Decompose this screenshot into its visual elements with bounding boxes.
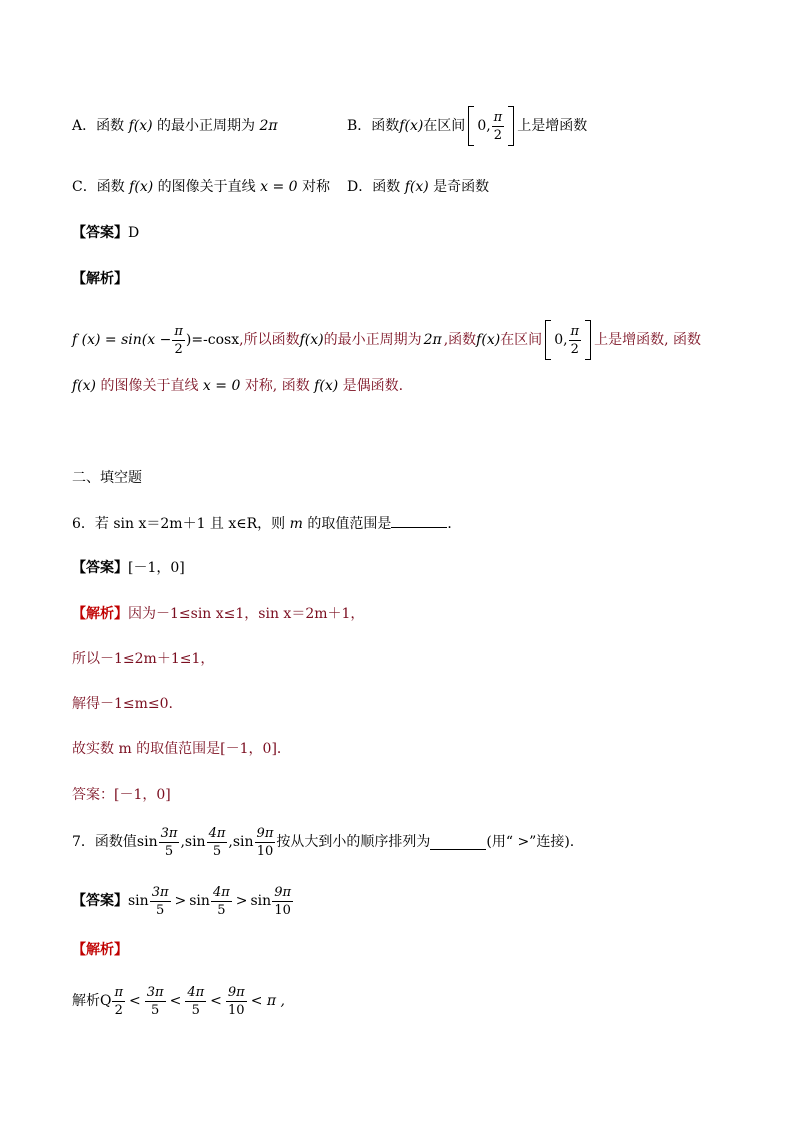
- option-c: [72, 177, 330, 197]
- q6-answer: [72, 558, 185, 578]
- q5-frac-pi2: $\frac{\pi}{2}$: [174, 323, 183, 357]
- option-b-text2: 上是增函数: [517, 118, 588, 134]
- option-c-eq: x = 0: [260, 179, 298, 195]
- q6-blank: [391, 513, 447, 528]
- option-c-text2: 对称: [301, 179, 330, 195]
- q7-a-end: < π ,: [250, 993, 286, 1009]
- q5-interval: 0, $\frac{\pi}{2}$: [545, 320, 591, 360]
- q6-a1: 因为－1≤sin x≤1，sin x＝2m＋1，: [128, 606, 365, 622]
- q6-number: 6．若: [72, 516, 114, 532]
- q7-blank: [430, 835, 486, 850]
- option-b-frac: $\frac{\pi}{2}$: [493, 109, 503, 143]
- q7-sin-3: sin: [232, 834, 254, 850]
- q7-answer-label: 【答案】: [72, 893, 128, 909]
- q6-analysis-5: 答案：[－1，0]: [72, 787, 171, 803]
- q7-analysis: 解析Q $\frac{\pi}{2}$ < $\frac{3\pi}{5}$ < $\frac{4\pi}{5}$ < $\frac{9\pi}{10}$ < π ,: [72, 984, 286, 1018]
- q5-l2-t1: 的图像关于直线: [100, 378, 199, 394]
- q7-a-prefix: 解析Q: [72, 993, 112, 1009]
- q5-period: 2π: [423, 332, 442, 348]
- q7-sin-1: sin: [136, 834, 158, 850]
- option-a-text: 的最小正周期为: [157, 118, 256, 134]
- q5-t5: 上是增函数, 函数: [594, 332, 701, 348]
- q7-tail: (用“ >”连接).: [486, 834, 575, 850]
- q6-answer-label: 【答案】: [72, 560, 128, 576]
- q6-analysis-4: 故实数 m 的取值范围是[－1，0]．: [72, 741, 291, 757]
- q5-l2-fx2: f(x): [314, 378, 339, 394]
- q5-analysis-line2: [72, 376, 403, 396]
- option-a: [72, 116, 278, 136]
- q5-analysis-line1: [72, 318, 701, 362]
- option-b-label: B．函数: [347, 118, 400, 134]
- option-d-label: D．函数: [347, 179, 401, 195]
- q5-t1: ,所以函数: [239, 332, 300, 348]
- q5-l2-t3: 是偶函数.: [342, 378, 404, 394]
- q5-fx-expr: f (x) = sin(x −: [72, 332, 172, 348]
- q7-answer: 【答案】 sin $\frac{3\pi}{5}$ > sin $\frac{4\pi}{5}$ > sin $\frac{9\pi}{10}$: [72, 884, 292, 918]
- q5-t3: ,函数: [443, 332, 477, 348]
- q7-frac-2: $\frac{4\pi}{5}$: [208, 825, 226, 859]
- q7-frac-1: $\frac{3\pi}{5}$: [160, 825, 178, 859]
- q7-frac-3: $\frac{9\pi}{10}$: [256, 825, 274, 859]
- q7-stem: 7．函数值 sin $\frac{3\pi}{5}$ , sin $\frac{4\pi}{5}$ , sin $\frac{9\pi}{10}$ 按从大到小的顺序排列为 (用“ >”连接).: [72, 825, 575, 859]
- option-b-text1: 在区间: [423, 118, 466, 134]
- q6-stem: [72, 513, 461, 534]
- option-b-zero: 0,: [477, 118, 491, 134]
- q6-stem1: sin x＝2m＋1 且 x∈R，则: [113, 516, 290, 532]
- option-a-label: A．函数: [72, 118, 125, 134]
- q5-fx3: f(x): [476, 332, 501, 348]
- q6-analysis-1: [72, 604, 364, 624]
- q5-l2-eq: x = 0: [202, 378, 241, 394]
- q7-analysis-label: 【解析】: [72, 942, 128, 958]
- q5-rest: )=-cosx: [185, 332, 240, 348]
- option-d: [347, 177, 489, 197]
- option-d-fx: f(x): [404, 179, 429, 195]
- q6-m: m: [289, 516, 303, 532]
- option-b-interval: [468, 106, 514, 146]
- q7-stem-text: 按从大到小的顺序排列为: [276, 834, 431, 850]
- q6-stem2: 的取值范围是: [302, 516, 392, 532]
- q5-l2-t2: 对称, 函数: [244, 378, 310, 394]
- q6-analysis-2: 所以－1≤2m＋1≤1，: [72, 651, 215, 667]
- q5-t4: 在区间: [500, 332, 543, 348]
- option-d-text: 是奇函数: [433, 179, 490, 195]
- q6-analysis-3: 解得－1≤m≤0.: [72, 696, 174, 712]
- option-c-fx: f(x): [129, 179, 154, 195]
- q6-answer-value: [－1，0]: [128, 560, 185, 576]
- q6-end: ．: [447, 516, 462, 532]
- q6-analysis-label: 【解析】: [72, 606, 128, 622]
- q5-answer-value: D: [128, 225, 140, 241]
- option-c-text: 的图像关于直线: [157, 179, 256, 195]
- option-a-value: 2π: [259, 118, 278, 134]
- q7-sin-2: sin: [184, 834, 206, 850]
- option-a-fx: f(x): [128, 118, 153, 134]
- q5-t2: 的最小正周期为: [323, 332, 422, 348]
- section-title: 二、填空题: [72, 470, 142, 486]
- q5-answer: [72, 223, 139, 243]
- q5-analysis-label: 【解析】: [72, 271, 128, 287]
- q5-answer-label: 【答案】: [72, 225, 128, 241]
- q5-fx2: f(x): [299, 332, 324, 348]
- q7-number: 7．函数值: [72, 834, 137, 850]
- q5-l2-fx: f(x): [72, 378, 97, 394]
- option-b: [347, 104, 587, 148]
- option-b-fx: f(x): [399, 118, 424, 134]
- option-c-label: C．函数: [72, 179, 125, 195]
